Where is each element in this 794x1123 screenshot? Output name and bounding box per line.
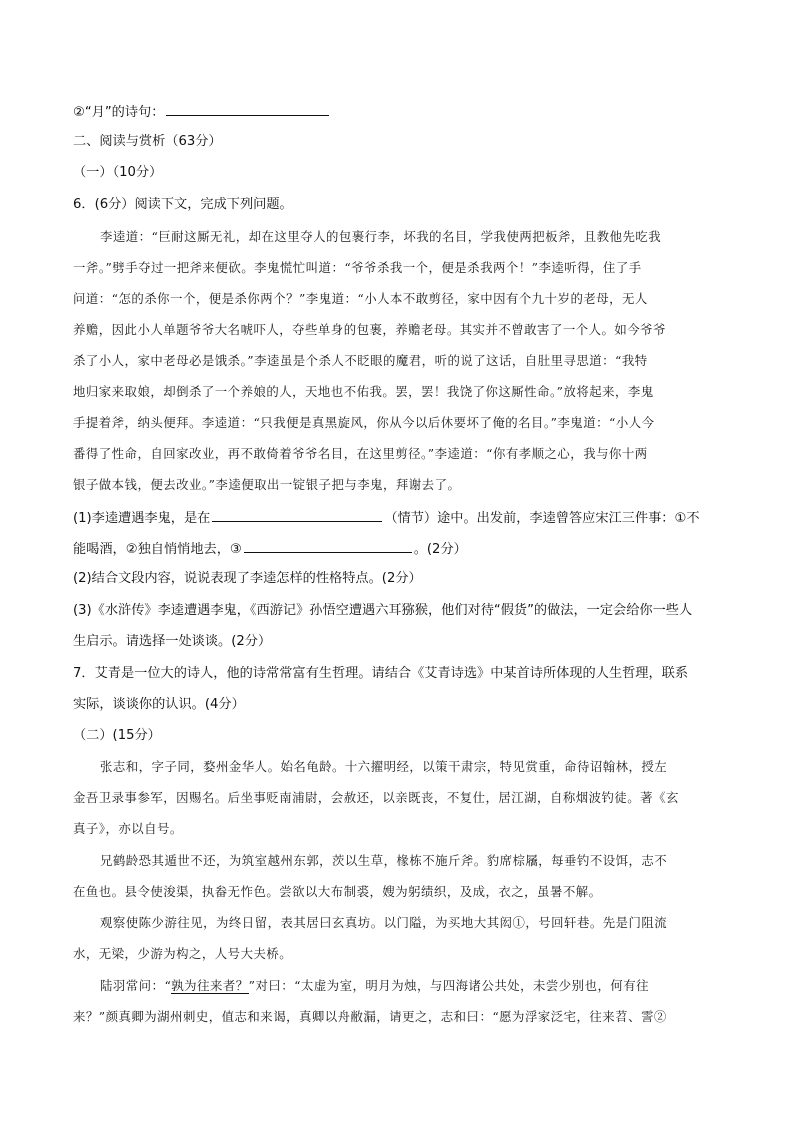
passage-text: 陆羽常问：“ [100,978,172,993]
question-6-1 [73,507,700,529]
answer-blank[interactable] [212,507,382,522]
passage-line: 地归家来取娘，却倒杀了一个养娘的人，天地也不佑我。罢，罢！我饶了你这厮性命。”放将起来，李鬼 [73,384,654,399]
passage-line: 真子》，亦以自号。 [73,821,183,836]
part-2-title: （二）(15分） [73,728,161,743]
q6-1-text: （情节）途中。出发前，李逵曾答应宋江三件事：①不 [384,511,700,526]
underlined-sentence: 孰为往来者？ [171,978,249,993]
passage-line: 张志和，字子同，婺州金华人。始名龟龄。十六擢明经，以策干肃宗，特见赏重，命待诏翰林，授左 [100,759,668,774]
passage-line: 水，无梁，少游为构之，人号大夫桥。 [73,946,293,961]
part-1-title: （一）（10分） [73,165,163,180]
moon-poem-label: ②“月”的诗句： [73,105,165,120]
question-7: 7．艾青是一位大的诗人，他的诗常常富有生哲理。请结合《艾青诗选》中某首诗所体现的人生哲理，联系 [73,666,689,681]
moon-poem-question [73,101,331,123]
question-6-1-cont [73,538,467,560]
question-6-3: (3)《水浒传》李逵遭遇李鬼，《西游记》孙悟空遭遇六耳猕猴，他们对待“假货”的做法，一定会给你一些人 [73,603,693,618]
passage-line: 番得了性命，自回家改业，再不敢倚着爷爷名目，在这里剪径。”李逵道：“你有孝顺之心，我与你十两 [73,446,648,461]
answer-blank[interactable] [166,101,329,116]
passage-line: 来？”颜真卿为湖州刺史，值志和来谒，真卿以舟敝漏，请更之，志和曰：“愿为浮家泛宅，往来苕、霅② [73,1009,667,1024]
question-6-3-cont: 生启示。请选择一处谈谈。(2分） [73,634,272,649]
q6-1-text: 。(2分） [413,542,467,557]
passage-line: 银子做本钱，便去改业。”李逵便取出一锭银子把与李鬼，拜谢去了。 [73,477,461,492]
answer-blank[interactable] [244,538,412,553]
passage-line [100,976,649,996]
passage-line: 一斧。”劈手夺过一把斧来便砍。李鬼慌忙叫道：“爷爷杀我一个，便是杀我两个！”李逵听得，住了手 [73,260,642,275]
passage-text: ”对曰：“太虚为室，明月为烛，与四海诸公共处，未尝少别也，何有往 [248,978,650,993]
passage-line: 在鱼也。县令使浚渠，执畚无怍色。尝欲以大布制裘，嫂为躬绩织，及成，衣之，虽暑不解。 [73,884,602,899]
question-7-cont: 实际，谈谈你的认识。(4分） [73,697,245,712]
question-6-2: (2)结合文段内容，说说表现了李逵怎样的性格特点。(2分） [73,571,422,586]
q6-1-text: (1)李逵遭遇李鬼，是在 [73,511,211,526]
passage-line: 兄鹤龄恐其遁世不还，为筑室越州东郭，茨以生草，椽栋不施斤斧。豹席棕屩，每垂钓不设饵，志不 [100,853,668,868]
passage-line: 金吾卫录事参军，因赐名。后坐事贬南浦尉，会赦还，以亲既丧，不复仕，居江湖，自称烟波钓徒。著《玄 [73,790,679,805]
passage-line: 手提着斧，纳头便拜。李逵道：“只我便是真黑旋风，你从今以后休要坏了俺的名目。”李鬼道：“小人今 [73,415,655,430]
passage-line: 问道：“怎的杀你一个，便是杀你两个？”李鬼道：“小人本不敢剪径，家中因有个九十岁的老母，无人 [73,291,648,306]
question-6-heading: 6．(6分）阅读下文，完成下列问题。 [73,197,293,212]
passage-line: 观察使陈少游往见，为终日留，表其居曰玄真坊。以门隘，为买地大其闳①，号回轩巷。先是门阻流 [100,915,668,930]
passage-line: 李逵道：“巨耐这厮无礼，却在这里夺人的包裹行李，坏我的名目，学我使两把板斧，且教他先吃我 [100,229,662,244]
section-2-title: 二、阅读与赏析（63分） [73,134,222,149]
passage-line: 养赡，因此小人单题爷爷大名唬吓人，夺些单身的包裹，养赡老母。其实并不曾敢害了一个人。如今爷爷 [73,322,666,337]
q6-1-text: 能喝酒，②独自悄悄地去，③ [73,542,242,557]
passage-line: 杀了小人，家中老母必是饿杀。”李逵虽是个杀人不眨眼的魔君，听的说了这话，自肚里寻思道：“我特 [73,353,648,368]
